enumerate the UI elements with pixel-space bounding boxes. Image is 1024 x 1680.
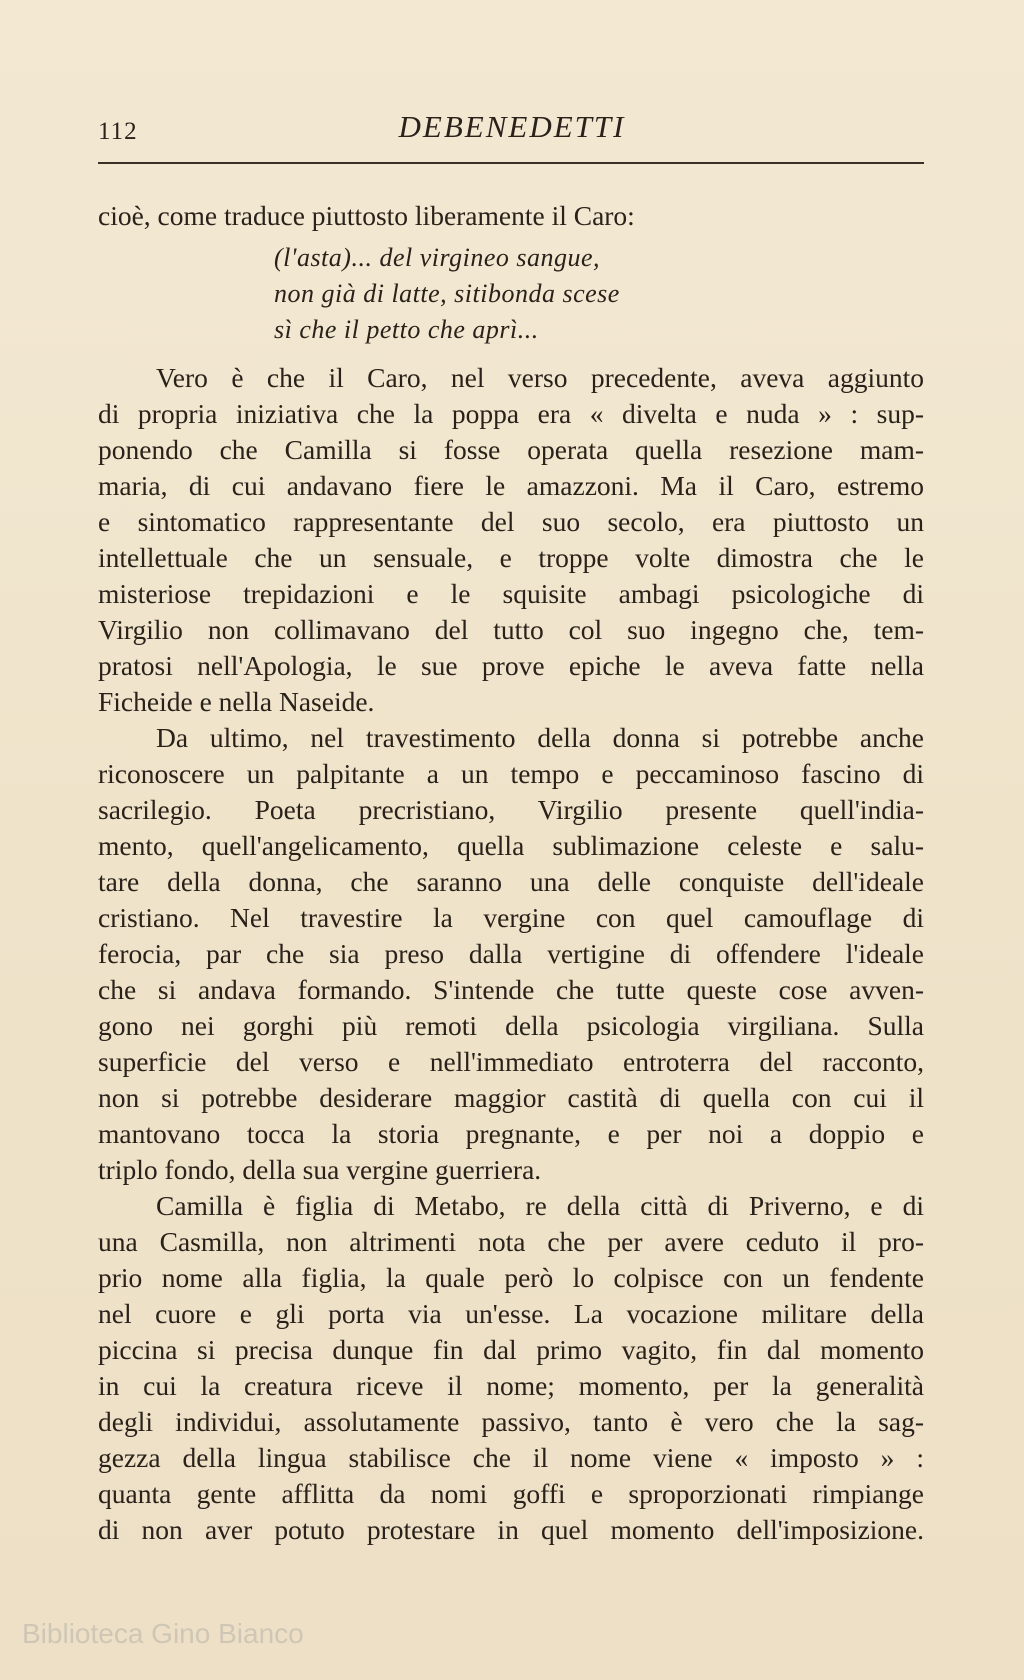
- verse-line: (l'asta)... del virgineo sangue,: [274, 243, 601, 272]
- text-line: in cui la creatura riceve il nome; momento, per la generalità: [98, 1370, 924, 1401]
- text-line: non si potrebbe desiderare maggior castità di quella con cui il: [98, 1082, 924, 1113]
- text-line: intellettuale che un sensuale, e troppe volte dimostra che le: [98, 542, 924, 573]
- text-line: prio nome alla figlia, la quale però lo colpisce con un fendente: [98, 1262, 924, 1293]
- text-line: di propria iniziativa che la poppa era « divelta e nuda » : sup-: [98, 398, 924, 429]
- text-line: gono nei gorghi più remoti della psicologia virgiliana. Sulla: [98, 1010, 924, 1041]
- text-line: triplo fondo, della sua vergine guerriera.: [98, 1154, 542, 1185]
- text-line: cristiano. Nel travestire la vergine con quel camouflage di: [98, 902, 924, 933]
- text-line: degli individui, assolutamente passivo, tanto è vero che la sag-: [98, 1406, 924, 1437]
- running-title: DEBENEDETTI: [398, 109, 626, 144]
- text-line: misteriose trepidazioni e le squisite ambagi psicologiche di: [98, 578, 924, 609]
- text-line: nel cuore e gli porta via un'esse. La vocazione militare della: [98, 1298, 924, 1329]
- text-line: che si andava formando. S'intende che tutte queste cose avven-: [98, 974, 924, 1005]
- text-line: Camilla è figlia di Metabo, re della città di Priverno, e di: [156, 1190, 924, 1221]
- text-line: quanta gente afflitta da nomi goffi e sproporzionati rimpiange: [98, 1478, 924, 1509]
- text-line: mantovano tocca la storia pregnante, e per noi a doppio e: [98, 1118, 924, 1149]
- verse-line: sì che il petto che aprì...: [274, 315, 539, 344]
- verse-quotation: [98, 240, 924, 348]
- text-line: pratosi nell'Apologia, le sue prove epiche le aveva fatte nella: [98, 650, 924, 681]
- intro-line: cioè, come traduce piuttosto liberamente il Caro:: [98, 200, 635, 231]
- text-line: e sintomatico rappresentante del suo secolo, era piuttosto un: [98, 506, 924, 537]
- library-watermark: Biblioteca Gino Bianco: [22, 1618, 304, 1649]
- text-line: Virgilio non collimavano del tutto col suo ingegno che, tem-: [98, 614, 924, 645]
- text-line: ponendo che Camilla si fosse operata quella resezione mam-: [98, 434, 924, 465]
- text-line: superficie del verso e nell'immediato entroterra del racconto,: [98, 1046, 924, 1077]
- text-line: Da ultimo, nel travestimento della donna si potrebbe anche: [156, 722, 924, 753]
- text-line: una Casmilla, non altrimenti nota che per avere ceduto il pro-: [98, 1226, 924, 1257]
- verse-line: non già di latte, sitibonda scese: [274, 279, 620, 308]
- text-line: gezza della lingua stabilisce che il nome viene « imposto » :: [98, 1442, 924, 1473]
- paragraph-camilla: [98, 1188, 924, 1548]
- text-line: sacrilegio. Poeta precristiano, Virgilio presente quell'india-: [98, 794, 924, 825]
- text-line: Ficheide e nella Naseide.: [98, 686, 375, 717]
- text-line: maria, di cui andavano fiere le amazzoni. Ma il Caro, estremo: [98, 470, 924, 501]
- body-text: [98, 198, 924, 1548]
- paragraph-travestimento: [98, 720, 924, 1188]
- text-line: mento, quell'angelicamento, quella sublimazione celeste e salu-: [98, 830, 924, 861]
- text-line: piccina si precisa dunque fin dal primo vagito, fin dal momento: [98, 1334, 924, 1365]
- header-rule: [98, 162, 924, 164]
- text-line: Vero è che il Caro, nel verso precedente, aveva aggiunto: [156, 362, 924, 393]
- text-line: tare della donna, che saranno una delle conquiste dell'ideale: [98, 866, 924, 897]
- text-line: riconoscere un palpitante a un tempo e peccaminoso fascino di: [98, 758, 924, 789]
- paragraph-caro: [98, 360, 924, 720]
- page-number: 112: [98, 118, 138, 145]
- text-line: ferocia, par che sia preso dalla vertigine di offendere l'ideale: [98, 938, 924, 969]
- text-line: di non aver potuto protestare in quel momento dell'imposizione.: [98, 1514, 924, 1545]
